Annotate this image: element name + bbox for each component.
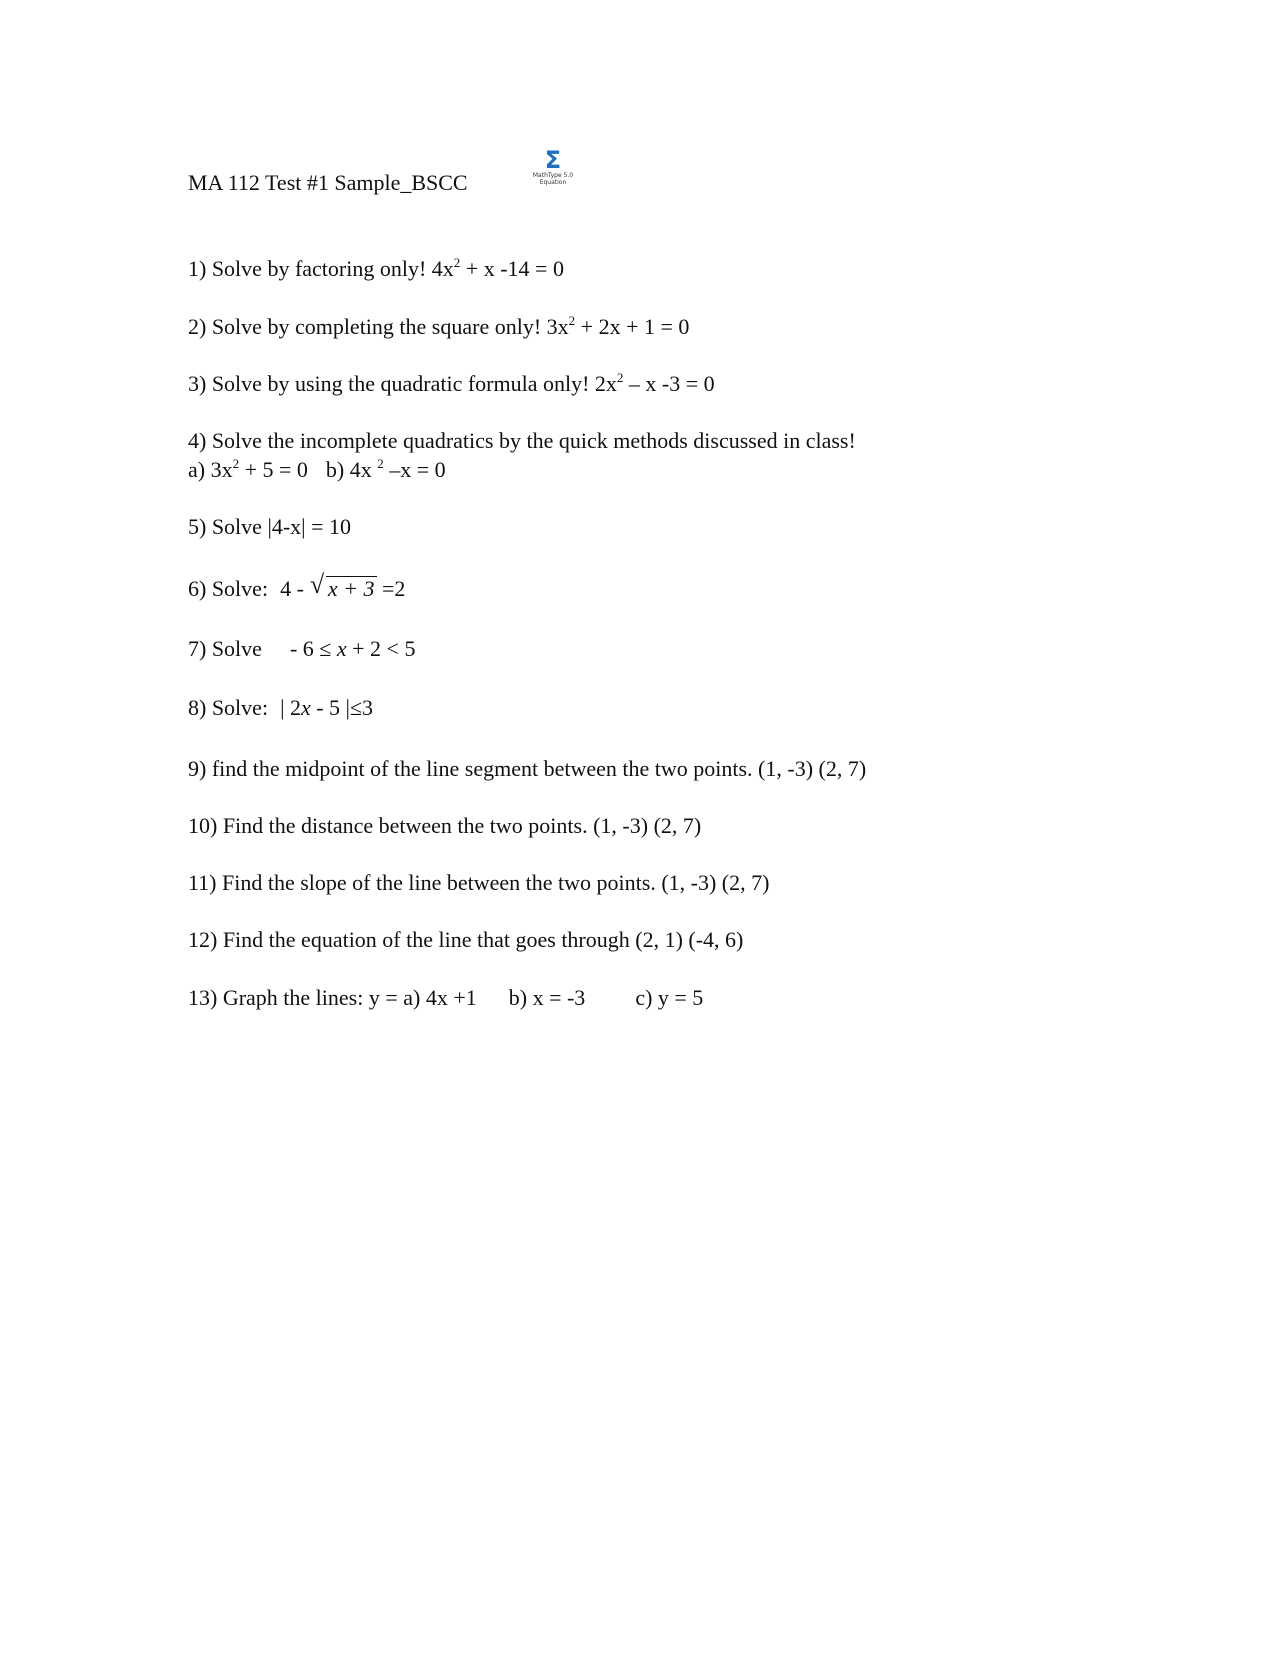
question-6-prefix: 4 - <box>280 576 304 601</box>
mathtype-sublabel: Equation <box>539 179 567 186</box>
sigma-icon: Σ <box>544 146 562 174</box>
question-3 <box>188 371 715 400</box>
question-5-text: 5) Solve |4-x| = 10 <box>188 514 351 539</box>
question-4 <box>188 428 856 454</box>
question-4b-text: b) 4x <box>325 457 378 482</box>
question-3-exponent: 2 <box>616 370 624 385</box>
question-2-rest: + 2x + 1 = 0 <box>575 314 690 339</box>
question-8-text: 8) Solve: <box>188 695 269 720</box>
question-5 <box>188 514 351 540</box>
question-8-expression <box>280 695 373 720</box>
question-11 <box>188 870 769 896</box>
question-13 <box>188 985 703 1011</box>
question-2 <box>188 314 689 343</box>
question-2-text: 2) Solve by completing the square only! 3x <box>188 314 569 339</box>
radical-sign: √ <box>309 570 325 599</box>
question-8-variable: x <box>300 695 311 720</box>
question-4-text: 4) Solve the incomplete quadratics by the quick methods discussed in class! <box>188 428 856 453</box>
question-6-text: 6) Solve: <box>188 576 269 601</box>
question-7-variable: x <box>336 636 347 661</box>
question-8-expr-left: | 2 <box>280 695 301 720</box>
question-7 <box>188 636 415 662</box>
question-3-text: 3) Solve by using the quadratic formula only! 2x <box>188 371 617 396</box>
question-12-text: 12) Find the equation of the line that goes through (2, 1) (-4, 6) <box>188 927 744 952</box>
question-13c-text: c) y = 5 <box>635 985 704 1010</box>
question-4b-exponent: 2 <box>377 456 384 471</box>
question-2-exponent: 2 <box>568 313 576 328</box>
question-9-text: 9) find the midpoint of the line segment between the two points. (1, -3) (2, 7) <box>188 756 867 781</box>
question-10-text: 10) Find the distance between the two points. (1, -3) (2, 7) <box>188 813 702 838</box>
question-11-text: 11) Find the slope of the line between the two points. (1, -3) (2, 7) <box>188 870 770 895</box>
question-6-expression <box>280 570 406 601</box>
question-7-expr-left: - 6 ≤ <box>289 636 337 661</box>
question-12 <box>188 927 743 953</box>
question-1-text: 1) Solve by factoring only! 4x <box>188 256 454 281</box>
question-1 <box>188 256 564 285</box>
question-8-expr-right: - 5 |≤3 <box>310 695 374 720</box>
question-4a-exponent: 2 <box>232 456 240 471</box>
question-4a-text: a) 3x <box>188 457 233 482</box>
question-13b-text: b) x = -3 <box>508 985 586 1010</box>
mathtype-label: MathType 5.0 <box>532 172 574 179</box>
question-7-expression <box>290 636 416 661</box>
square-root <box>309 570 377 602</box>
page-title-text: MA 112 Test #1 Sample_BSCC <box>188 170 468 195</box>
page-title <box>188 170 468 196</box>
question-7-text: 7) Solve <box>188 636 262 661</box>
question-4-parts <box>188 457 446 486</box>
mathtype-equation-icon[interactable] <box>530 148 576 190</box>
radicand: x + 3 <box>327 576 375 601</box>
question-6-suffix: =2 <box>376 576 406 601</box>
question-7-expr-right: + 2 < 5 <box>346 636 416 661</box>
question-1-exponent: 2 <box>453 255 461 270</box>
question-9 <box>188 756 866 782</box>
question-4b-rest: –x = 0 <box>383 457 446 482</box>
question-6 <box>188 570 406 602</box>
question-3-rest: – x -3 = 0 <box>623 371 715 396</box>
question-10 <box>188 813 701 839</box>
question-1-rest: + x -14 = 0 <box>460 256 564 281</box>
question-8 <box>188 695 373 721</box>
question-4a-rest: + 5 = 0 <box>239 457 308 482</box>
question-13-text: 13) Graph the lines: y = a) 4x +1 <box>188 985 477 1010</box>
